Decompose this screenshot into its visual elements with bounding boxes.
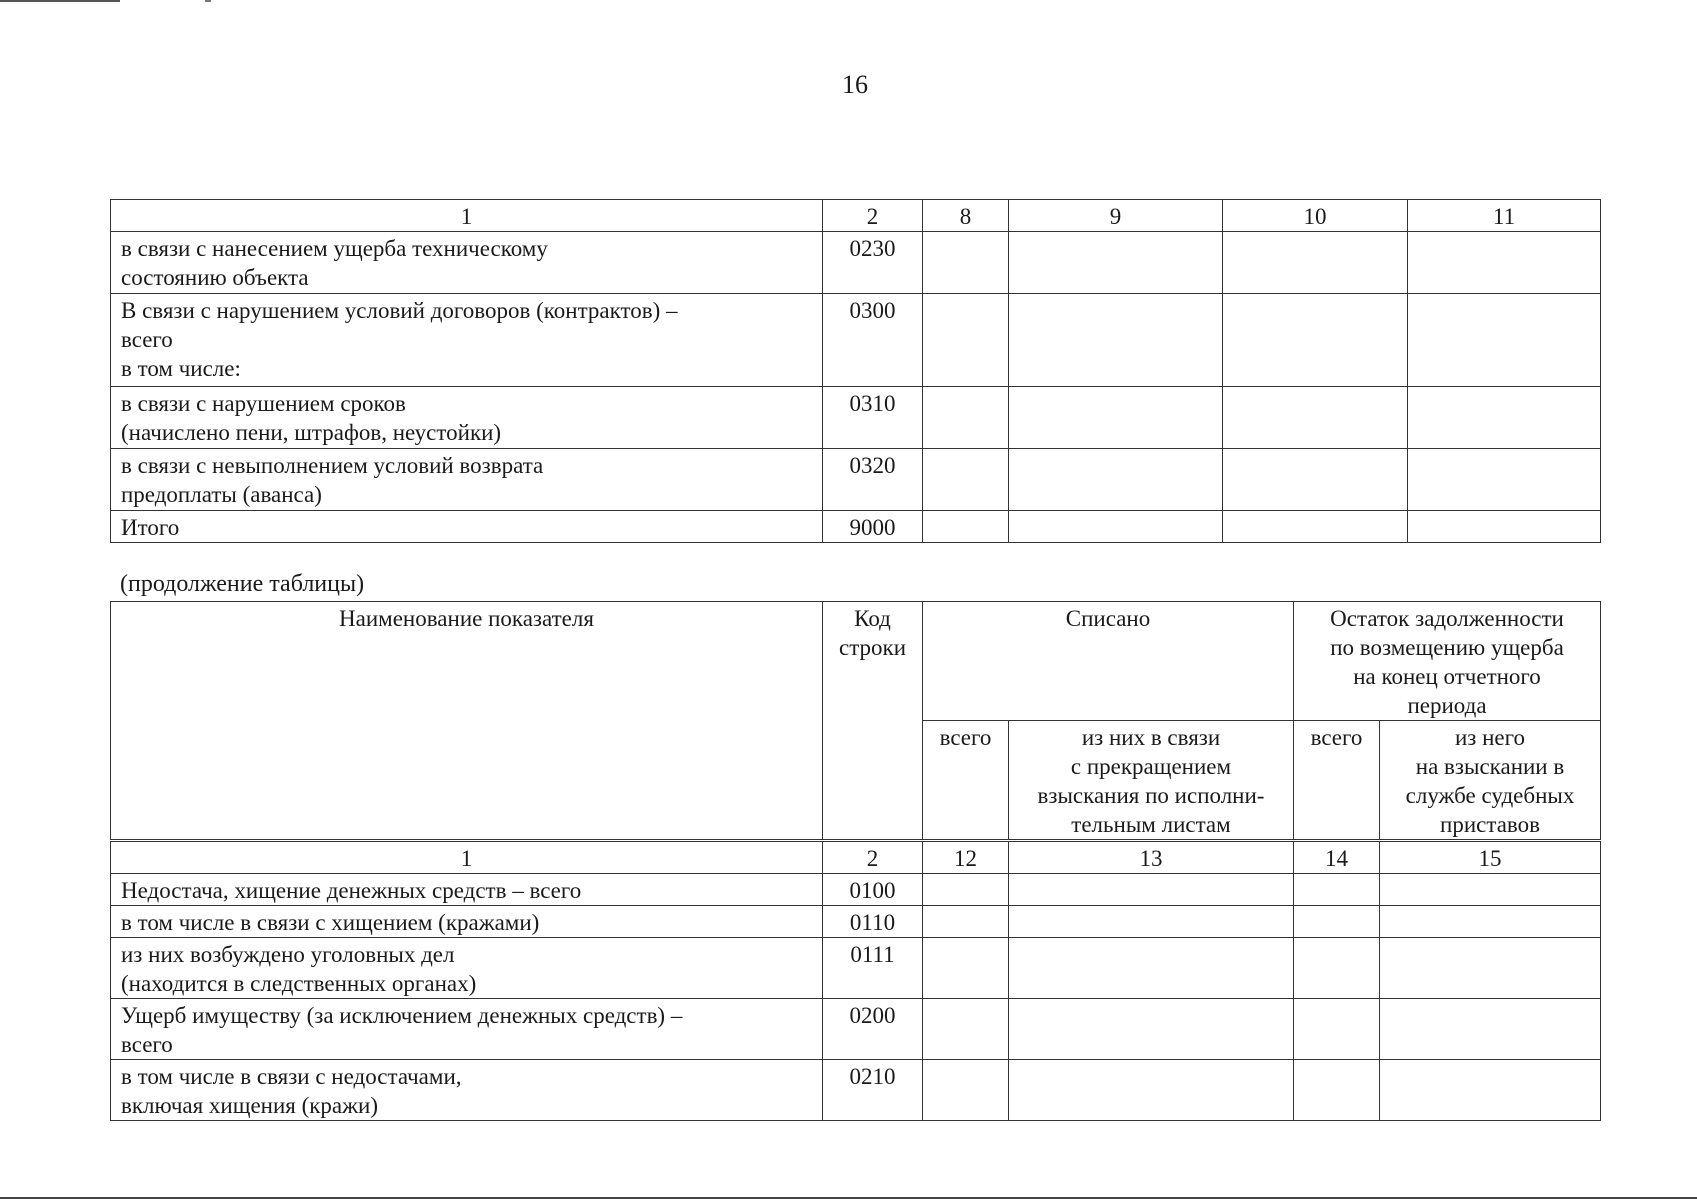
value-cell: [1294, 906, 1380, 938]
value-cell: [1408, 294, 1601, 387]
column-number: 10: [1223, 200, 1408, 232]
row-code: 9000: [823, 511, 923, 543]
header-row-code: Код строки: [823, 602, 923, 840]
value-cell: [1009, 938, 1294, 999]
value-cell: [923, 387, 1009, 449]
column-number: 2: [823, 200, 923, 232]
value-cell: [923, 874, 1009, 906]
row-label-line: в связи с нанесением ущерба техническому состоянию объекта: [121, 236, 548, 290]
row-label: [111, 387, 823, 449]
page-number: 16: [842, 70, 868, 99]
value-cell: [1223, 387, 1408, 449]
value-cell: [1408, 449, 1601, 511]
row-code: 0310: [823, 387, 923, 449]
row-label: Ущерб имуществу (за исключением денежных средств) – всего: [111, 999, 823, 1060]
value-cell: [1009, 874, 1294, 906]
row-code: 0200: [823, 999, 923, 1060]
value-cell: [1380, 906, 1601, 938]
indicators-table-part2: [110, 601, 1601, 1121]
column-number: 2: [823, 842, 923, 874]
bottom-edge-rule: [0, 1197, 1697, 1199]
value-cell: [1380, 874, 1601, 906]
column-number: 12: [923, 842, 1009, 874]
table-row: [111, 387, 1601, 449]
value-cell: [1009, 999, 1294, 1060]
value-cell: [1223, 232, 1408, 294]
table-row: [111, 1060, 1601, 1121]
row-label-line: в связи с нарушением сроков (начислено пени, штрафов, неустойки): [121, 391, 502, 445]
table-row: [111, 232, 1601, 294]
value-cell: [1408, 387, 1601, 449]
row-label: в том числе в связи с недостачами, включая хищения (кражи): [111, 1060, 823, 1121]
value-cell: [1009, 511, 1223, 543]
value-cell: [923, 906, 1009, 938]
header-indicator-name: Наименование показателя: [111, 602, 823, 840]
table-continuation-caption: (продолжение таблицы): [120, 571, 365, 597]
value-cell: [923, 294, 1009, 387]
row-label-line: В связи с нарушением условий договоров (контрактов) – всего в том числе:: [121, 298, 678, 381]
header-written-off: Списано: [923, 602, 1294, 721]
column-number-row: [111, 842, 1601, 874]
header-balance-bailiffs: из него на взыскании в службе судебных приставов: [1380, 721, 1601, 840]
row-code: 0320: [823, 449, 923, 511]
value-cell: [1223, 449, 1408, 511]
header-debt-balance: Остаток задолженности по возмещению ущерба на конец отчетного периода: [1294, 602, 1601, 721]
row-code: 0100: [823, 874, 923, 906]
value-cell: [1223, 294, 1408, 387]
row-label: Недостача, хищение денежных средств – всего: [111, 874, 823, 906]
value-cell: [1380, 1060, 1601, 1121]
table-row: [111, 294, 1601, 387]
column-number: 9: [1009, 200, 1223, 232]
column-number: 15: [1380, 842, 1601, 874]
row-label: [111, 449, 823, 511]
header-row: [111, 602, 1601, 721]
value-cell: [1009, 906, 1294, 938]
table-row: [111, 874, 1601, 906]
value-cell: [1009, 449, 1223, 511]
value-cell: [1380, 999, 1601, 1060]
value-cell: [923, 938, 1009, 999]
value-cell: [1223, 511, 1408, 543]
value-cell: [1408, 232, 1601, 294]
table-row: [111, 938, 1601, 999]
value-cell: [923, 1060, 1009, 1121]
column-number-row: [111, 200, 1601, 232]
row-code: 0111: [823, 938, 923, 999]
row-label: в том числе в связи с хищением (кражами): [111, 906, 823, 938]
value-cell: [1009, 294, 1223, 387]
value-cell: [923, 232, 1009, 294]
value-cell: [1294, 1060, 1380, 1121]
column-number: 14: [1294, 842, 1380, 874]
row-label: из них возбуждено уголовных дел (находится в следственных органах): [111, 938, 823, 999]
value-cell: [1294, 874, 1380, 906]
header-written-off-total: всего: [923, 721, 1009, 840]
value-cell: [1009, 232, 1223, 294]
column-number: 11: [1408, 200, 1601, 232]
row-code: 0230: [823, 232, 923, 294]
total-row: [111, 511, 1601, 543]
column-number: 13: [1009, 842, 1294, 874]
row-code: 0300: [823, 294, 923, 387]
row-code: 0110: [823, 906, 923, 938]
table-row: [111, 999, 1601, 1060]
table-row: [111, 906, 1601, 938]
value-cell: [1408, 511, 1601, 543]
row-label: [111, 294, 823, 387]
indicators-table-part1: [110, 199, 1601, 543]
column-number: 8: [923, 200, 1009, 232]
table-row: [111, 449, 1601, 511]
header-written-off-enforcement: из них в связи с прекращением взыскания по исполни- тельным листам: [1009, 721, 1294, 840]
row-label-line: в связи с невыполнением условий возврата предоплаты (аванса): [121, 453, 544, 507]
value-cell: [1009, 387, 1223, 449]
top-edge-rule: [0, 0, 120, 2]
value-cell: [1294, 999, 1380, 1060]
value-cell: [1380, 938, 1601, 999]
column-number: 1: [111, 200, 823, 232]
top-edge-mark: [205, 0, 211, 2]
value-cell: [923, 511, 1009, 543]
header-balance-total: всего: [1294, 721, 1380, 840]
value-cell: [923, 999, 1009, 1060]
column-number: 1: [111, 842, 823, 874]
row-label: [111, 232, 823, 294]
value-cell: [1294, 938, 1380, 999]
row-code: 0210: [823, 1060, 923, 1121]
value-cell: [923, 449, 1009, 511]
value-cell: [1009, 1060, 1294, 1121]
row-label: Итого: [111, 511, 823, 543]
